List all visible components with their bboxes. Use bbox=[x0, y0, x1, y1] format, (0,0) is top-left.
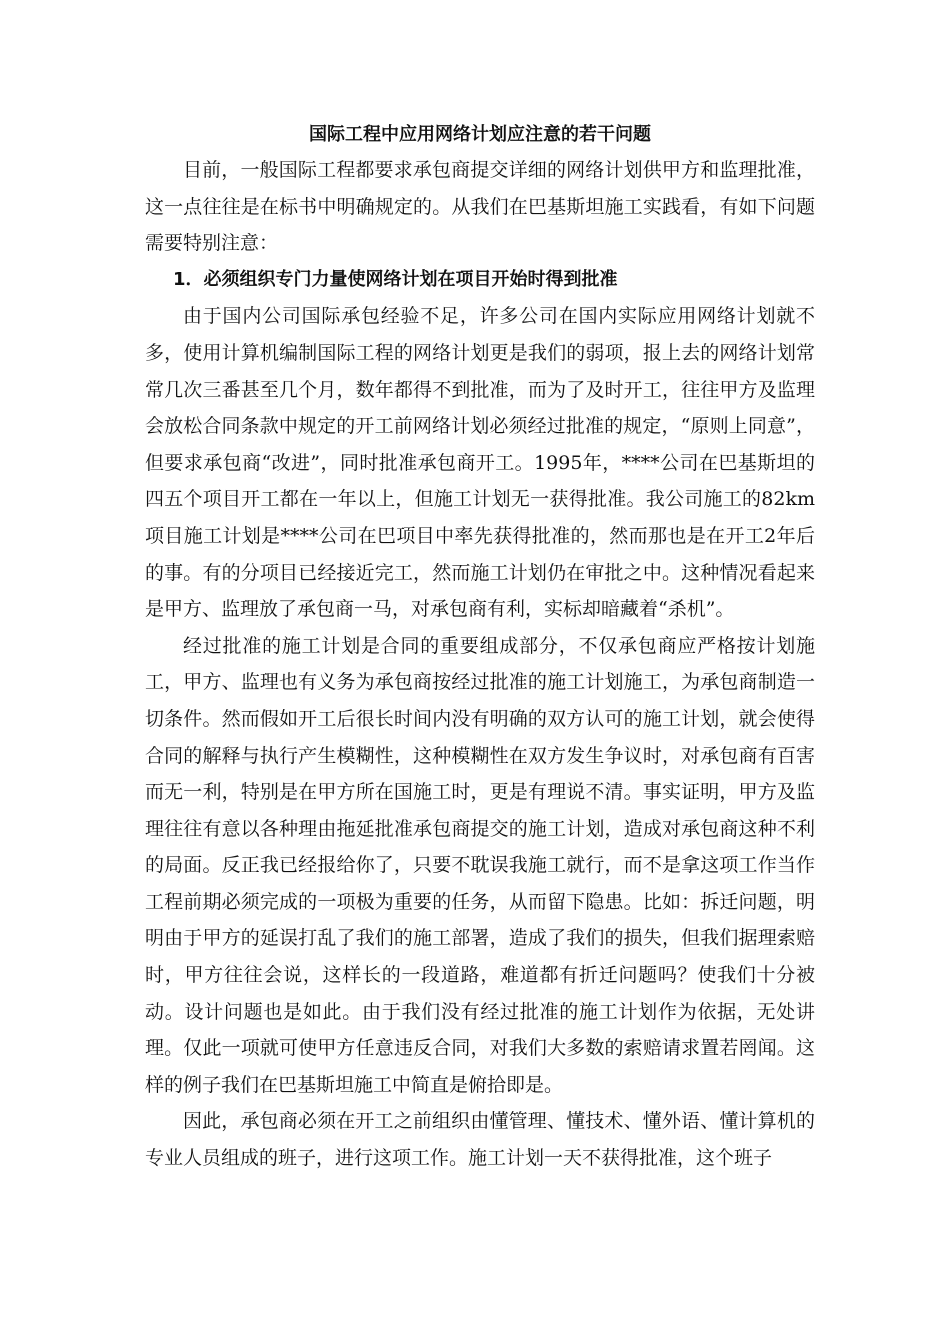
section-1-heading: 1．必须组织专门力量使网络计划在项目开始时得到批准 bbox=[173, 268, 618, 290]
document-title: 国际工程中应用网络计划应注意的若干问题 bbox=[309, 124, 651, 145]
section-1-paragraph-3: 因此，承包商必须在开工之前组织由懂管理、懂技术、懂外语、懂计算机的专业人员组成的班子，进行这项工作。施工计划一天不获得批准，这个班子 bbox=[145, 1110, 815, 1170]
section-1-paragraph-2: 经过批准的施工计划是合同的重要组成部分，不仅承包商应严格按计划施工，甲方、监理也有义务为承包商按经过批准的施工计划施工，为承包商制造一切条件。然而假如开工后很长时间内没有明确的双方认可的施工计划，就会使得合同的解释与执行产生模糊性，这种模糊性在双方发生争议时，对承包商有百害而无一利，特别是在甲方所在国施工时，更是有理说不清。事实证明，甲方及监理往往有意以各种理由拖延批准承包商提交的施工计划，造成对承包商这种不利的局面。反正我已经报给你了，只要不耽误我施工就行，而不是拿这项工作当作工程前期必须完成的一项极为重要的任务，从而留下隐患。比如：拆迁问题，明明由于甲方的延误打乱了我们的施工部署，造成了我们的损失，但我们据理索赔时，甲方往往会说，这样长的一段道路，难道都有折迁问题吗？使我们十分被动。设计问题也是如此。由于我们没有经过批准的施工计划作为依据，无处讲理。仅此一项就可使甲方任意违反合同，对我们大多数的索赔请求置若罔闻。这样的例子我们在巴基斯坦施工中简直是俯拾即是。 bbox=[145, 634, 815, 1096]
section-1-paragraph-1: 由于国内公司国际承包经验不足，许多公司在国内实际应用网络计划就不多，使用计算机编制国际工程的网络计划更是我们的弱项，报上去的网络计划常常几次三番甚至几个月，数年都得不到批准，而为了及时开工，往往甲方及监理会放松合同条款中规定的开工前网络计划必须经过批准的规定，“原则上同意”，但要求承包商“改进”，同时批准承包商开工。1995年，****公司在巴基斯坦的四五个项目开工都在一年以上，但施工计划无一获得批准。我公司施工的82km项目施工计划是****公司在巴项目中率先获得批准的，然而那也是在开工2年后的事。有的分项目已经接近完工，然而施工计划仍在审批之中。这种情况看起来是甲方、监理放了承包商一马，对承包商有利，实标却暗藏着“杀机”。 bbox=[145, 305, 815, 621]
document-body bbox=[145, 120, 815, 1177]
intro-paragraph: 目前，一般国际工程都要求承包商提交详细的网络计划供甲方和监理批准，这一点往往是在标书中明确规定的。从我们在巴基斯坦施工实践看，有如下问题需要特别注意： bbox=[145, 159, 815, 255]
